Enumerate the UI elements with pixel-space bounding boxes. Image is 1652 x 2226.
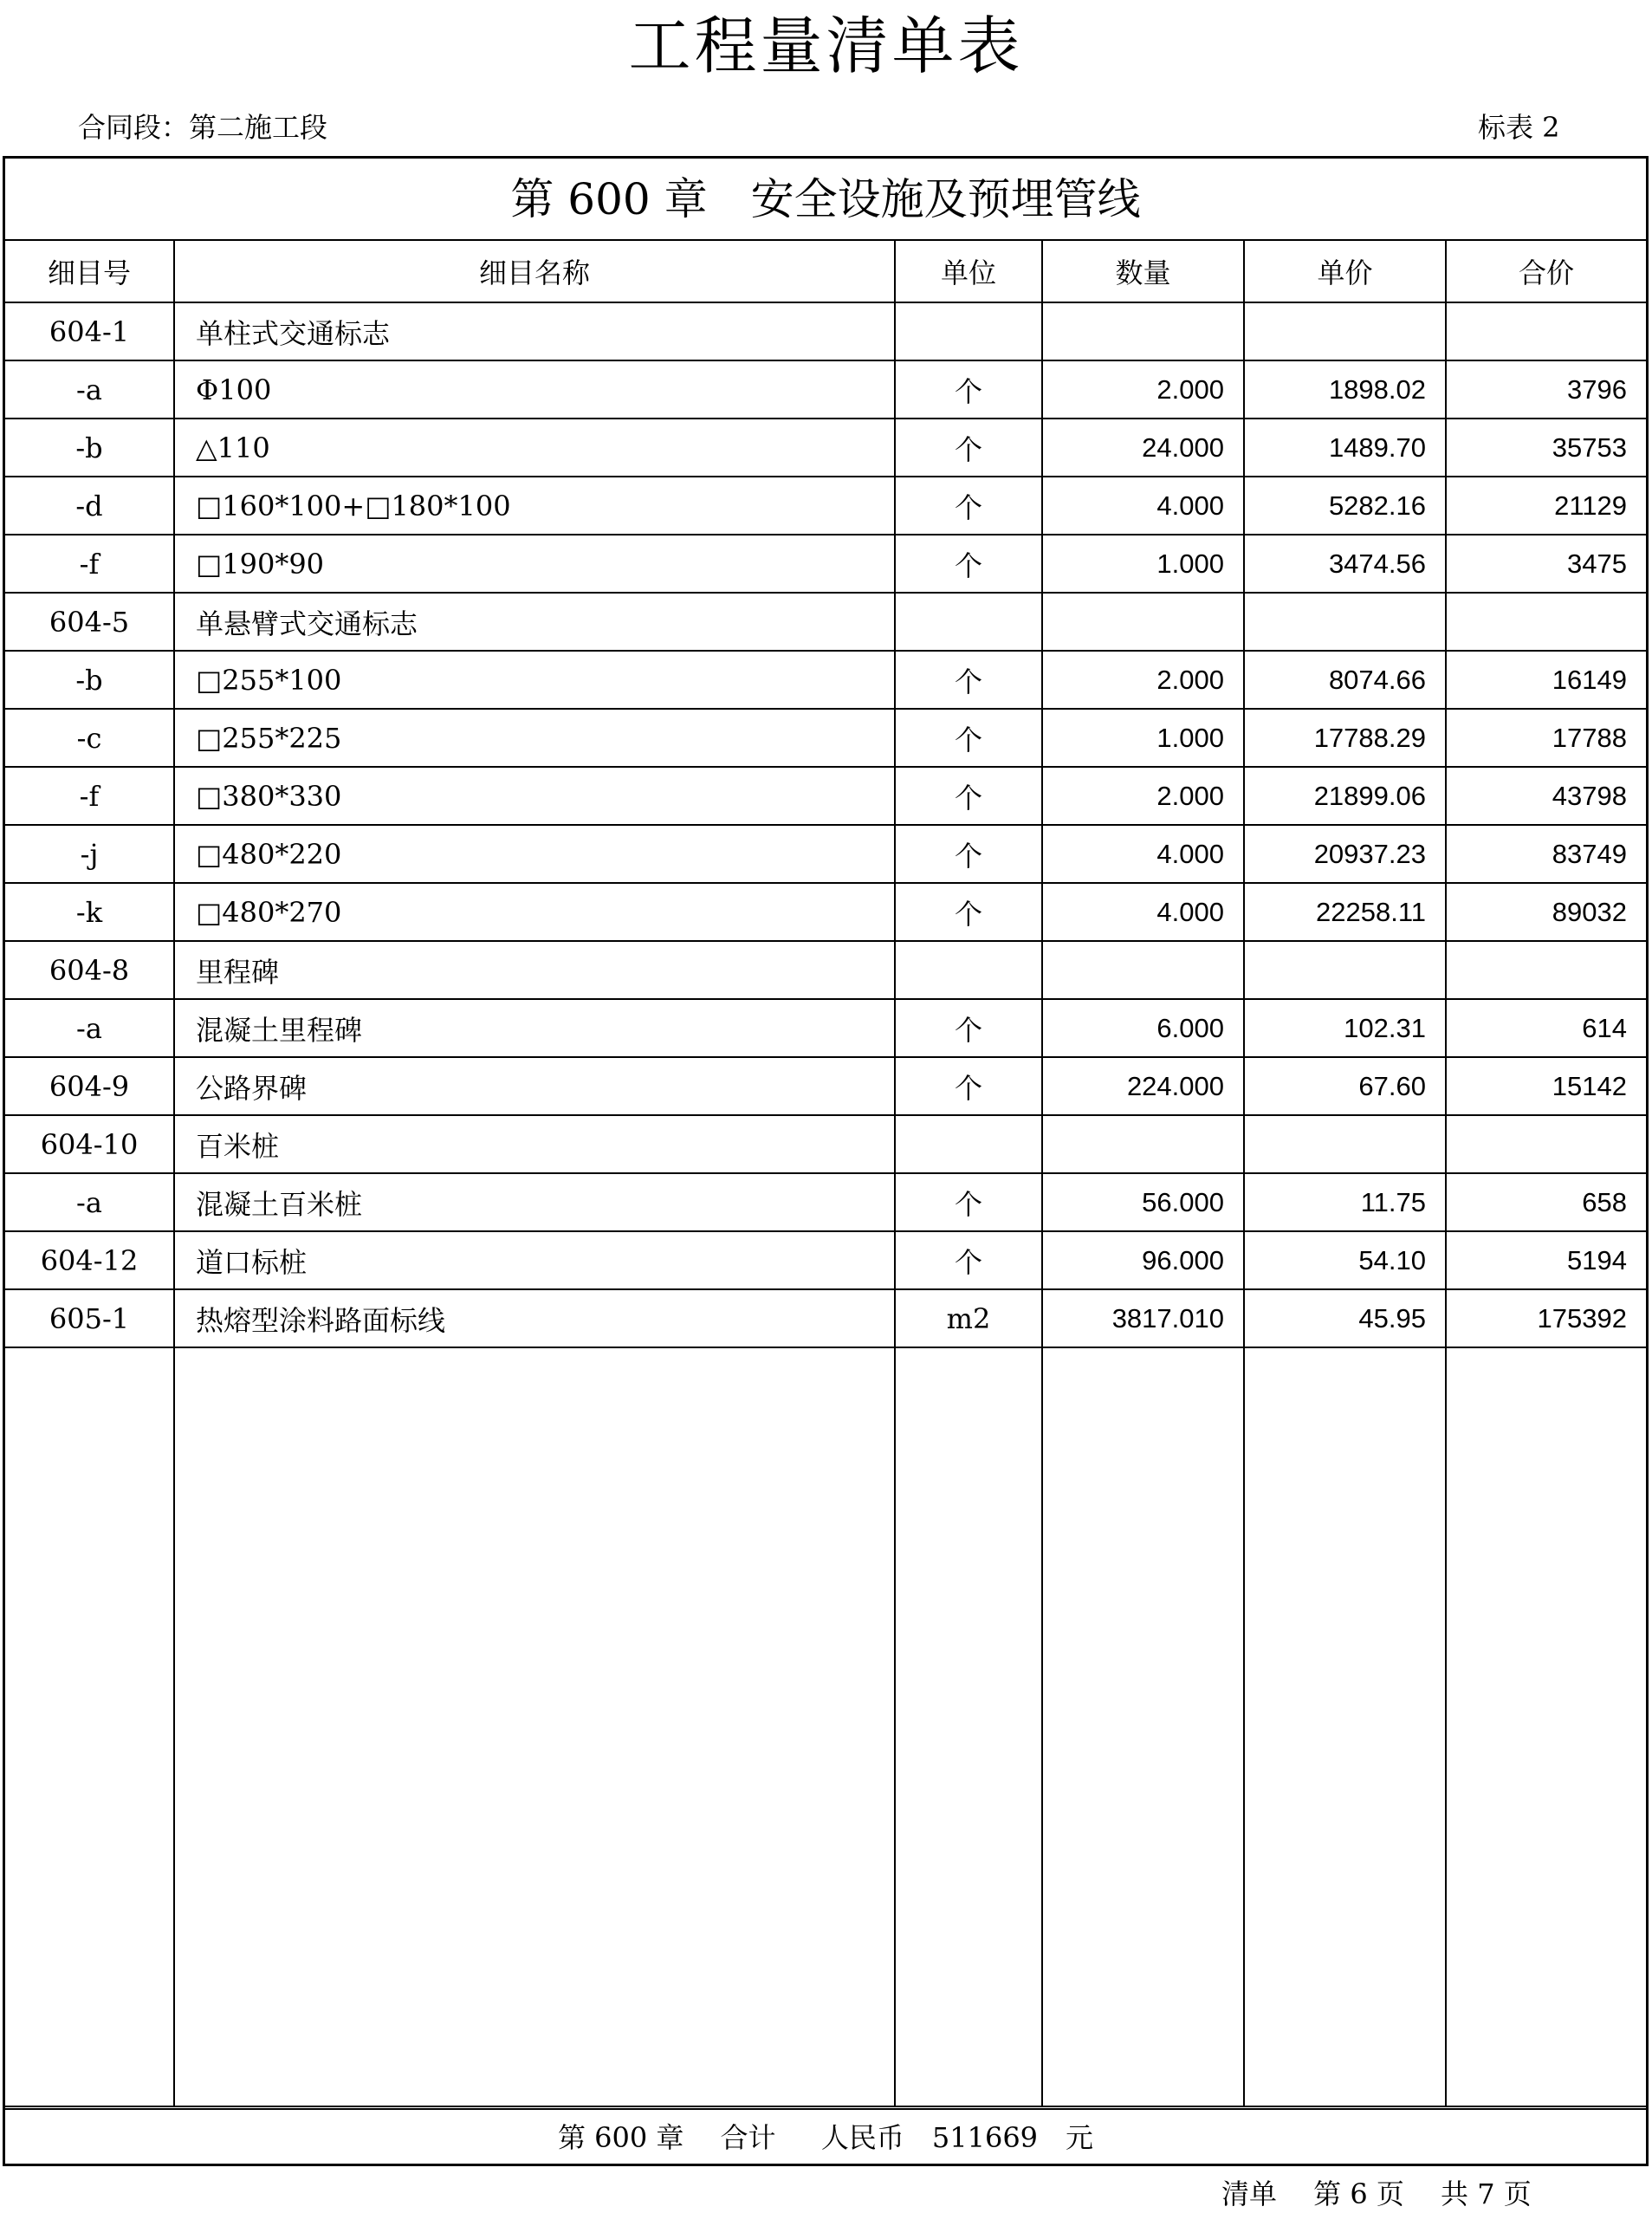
table-row: [5, 535, 1646, 593]
item-name: □160*100+□180*100: [174, 477, 895, 535]
item-unit: [895, 593, 1042, 651]
item-unit-price: [1244, 302, 1446, 360]
item-unit: 个: [895, 1057, 1042, 1115]
item-total-price: [1446, 593, 1646, 651]
item-total-price: 5194: [1446, 1231, 1646, 1289]
item-unit-price: 67.60: [1244, 1057, 1446, 1115]
item-name: 混凝土里程碑: [174, 999, 895, 1057]
item-name: 公路界碑: [174, 1057, 895, 1115]
item-quantity: [1042, 593, 1244, 651]
item-name: 混凝土百米桩: [174, 1173, 895, 1231]
empty-cell: [1244, 1347, 1446, 2106]
item-unit-price: 20937.23: [1244, 825, 1446, 883]
table-row: [5, 360, 1646, 419]
item-code: -d: [5, 477, 174, 535]
item-total-price: 89032: [1446, 883, 1646, 941]
column-header-name: 细目名称: [174, 241, 895, 302]
column-header-unit: 单位: [895, 241, 1042, 302]
item-total-price: 16149: [1446, 651, 1646, 709]
table-row: [5, 941, 1646, 999]
item-name: □255*100: [174, 651, 895, 709]
item-name: 里程碑: [174, 941, 895, 999]
item-code: -f: [5, 767, 174, 825]
item-unit: 个: [895, 1173, 1042, 1231]
table-row: [5, 419, 1646, 477]
table-row: [5, 999, 1646, 1057]
item-total-price: 15142: [1446, 1057, 1646, 1115]
item-unit: 个: [895, 709, 1042, 767]
item-quantity: 2.000: [1042, 651, 1244, 709]
item-unit-price: 54.10: [1244, 1231, 1446, 1289]
empty-cell: [174, 1347, 895, 2106]
item-code: -a: [5, 1173, 174, 1231]
form-number: 标表 2: [1478, 111, 1560, 144]
table-row: [5, 825, 1646, 883]
item-quantity: 24.000: [1042, 419, 1244, 477]
item-code: 604-5: [5, 593, 174, 651]
item-name: □380*330: [174, 767, 895, 825]
page-footer: 清单 第 6 页 共 7 页: [1221, 2177, 1532, 2210]
bill-of-quantities-sheet: [3, 156, 1649, 2166]
empty-cell: [5, 1347, 174, 2106]
empty-cell: [895, 1347, 1042, 2106]
item-name: 单悬臂式交通标志: [174, 593, 895, 651]
item-unit-price: 17788.29: [1244, 709, 1446, 767]
item-quantity: 4.000: [1042, 477, 1244, 535]
item-total-price: 35753: [1446, 419, 1646, 477]
item-code: -a: [5, 999, 174, 1057]
item-unit: 个: [895, 477, 1042, 535]
item-quantity: 1.000: [1042, 709, 1244, 767]
item-quantity: 6.000: [1042, 999, 1244, 1057]
column-header-code: 细目号: [5, 241, 174, 302]
item-unit-price: [1244, 941, 1446, 999]
item-unit-price: 22258.11: [1244, 883, 1446, 941]
item-code: -b: [5, 419, 174, 477]
item-unit: 个: [895, 825, 1042, 883]
chapter-total: 第 600 章 合计 人民币 511669 元: [5, 2108, 1646, 2164]
item-quantity: 2.000: [1042, 767, 1244, 825]
item-code: -b: [5, 651, 174, 709]
item-code: -a: [5, 360, 174, 419]
item-name: 单柱式交通标志: [174, 302, 895, 360]
item-total-price: 43798: [1446, 767, 1646, 825]
item-unit: [895, 302, 1042, 360]
item-quantity: [1042, 1115, 1244, 1173]
item-quantity: 56.000: [1042, 1173, 1244, 1231]
table-row: [5, 1173, 1646, 1231]
item-unit: [895, 941, 1042, 999]
item-code: 604-8: [5, 941, 174, 999]
column-header-total-price: 合价: [1446, 241, 1646, 302]
item-total-price: 17788: [1446, 709, 1646, 767]
item-unit-price: 1489.70: [1244, 419, 1446, 477]
item-unit-price: 102.31: [1244, 999, 1446, 1057]
table-row: [5, 1115, 1646, 1173]
item-unit: 个: [895, 883, 1042, 941]
item-code: 604-9: [5, 1057, 174, 1115]
table-row: [5, 651, 1646, 709]
item-total-price: 3475: [1446, 535, 1646, 593]
item-name: □190*90: [174, 535, 895, 593]
table-row: [5, 1057, 1646, 1115]
item-total-price: 21129: [1446, 477, 1646, 535]
item-unit: m2: [895, 1289, 1042, 1347]
empty-cell: [1446, 1347, 1646, 2106]
item-name: 百米桩: [174, 1115, 895, 1173]
item-name: 道口标桩: [174, 1231, 895, 1289]
item-unit: 个: [895, 999, 1042, 1057]
item-total-price: [1446, 1115, 1646, 1173]
item-quantity: 3817.010: [1042, 1289, 1244, 1347]
item-code: 604-10: [5, 1115, 174, 1173]
item-unit-price: 3474.56: [1244, 535, 1446, 593]
header-row: [5, 241, 1646, 302]
table-row: [5, 767, 1646, 825]
item-unit-price: 11.75: [1244, 1173, 1446, 1231]
item-quantity: 224.000: [1042, 1057, 1244, 1115]
item-quantity: 96.000: [1042, 1231, 1244, 1289]
empty-rows-area: [5, 1347, 1646, 2106]
item-unit-price: 1898.02: [1244, 360, 1446, 419]
item-code: -c: [5, 709, 174, 767]
item-code: 605-1: [5, 1289, 174, 1347]
column-header-quantity: 数量: [1042, 241, 1244, 302]
item-unit: [895, 1115, 1042, 1173]
table-row: [5, 1289, 1646, 1347]
contract-section: 合同段：第二施工段: [78, 111, 328, 144]
item-unit: 个: [895, 1231, 1042, 1289]
item-unit: 个: [895, 535, 1042, 593]
item-code: -k: [5, 883, 174, 941]
item-quantity: 4.000: [1042, 883, 1244, 941]
item-code: 604-1: [5, 302, 174, 360]
item-total-price: 3796: [1446, 360, 1646, 419]
item-name: □480*270: [174, 883, 895, 941]
item-unit: 个: [895, 767, 1042, 825]
item-unit: 个: [895, 651, 1042, 709]
item-unit-price: 45.95: [1244, 1289, 1446, 1347]
table-row: [5, 477, 1646, 535]
page-title: 工程量清单表: [628, 10, 1024, 82]
table-row: [5, 883, 1646, 941]
item-unit-price: 8074.66: [1244, 651, 1446, 709]
item-unit-price: [1244, 593, 1446, 651]
item-name: 热熔型涂料路面标线: [174, 1289, 895, 1347]
item-quantity: 4.000: [1042, 825, 1244, 883]
table-row: [5, 1231, 1646, 1289]
item-total-price: 614: [1446, 999, 1646, 1057]
item-total-price: 175392: [1446, 1289, 1646, 1347]
item-code: -j: [5, 825, 174, 883]
item-name: △110: [174, 419, 895, 477]
item-unit: 个: [895, 419, 1042, 477]
item-unit-price: [1244, 1115, 1446, 1173]
item-unit-price: 21899.06: [1244, 767, 1446, 825]
item-total-price: 658: [1446, 1173, 1646, 1231]
item-name: □255*225: [174, 709, 895, 767]
item-total-price: [1446, 302, 1646, 360]
item-quantity: 2.000: [1042, 360, 1244, 419]
item-total-price: [1446, 941, 1646, 999]
item-code: 604-12: [5, 1231, 174, 1289]
item-name: □480*220: [174, 825, 895, 883]
item-total-price: 83749: [1446, 825, 1646, 883]
table-row: [5, 302, 1646, 360]
empty-cell: [1042, 1347, 1244, 2106]
item-code: -f: [5, 535, 174, 593]
item-quantity: [1042, 941, 1244, 999]
item-unit-price: 5282.16: [1244, 477, 1446, 535]
quantities-table: [5, 241, 1646, 2107]
item-quantity: [1042, 302, 1244, 360]
column-header-unit-price: 单价: [1244, 241, 1446, 302]
chapter-title: 第 600 章 安全设施及预埋管线: [5, 159, 1646, 241]
item-quantity: 1.000: [1042, 535, 1244, 593]
table-row: [5, 593, 1646, 651]
item-unit: 个: [895, 360, 1042, 419]
item-name: Φ100: [174, 360, 895, 419]
table-row: [5, 709, 1646, 767]
